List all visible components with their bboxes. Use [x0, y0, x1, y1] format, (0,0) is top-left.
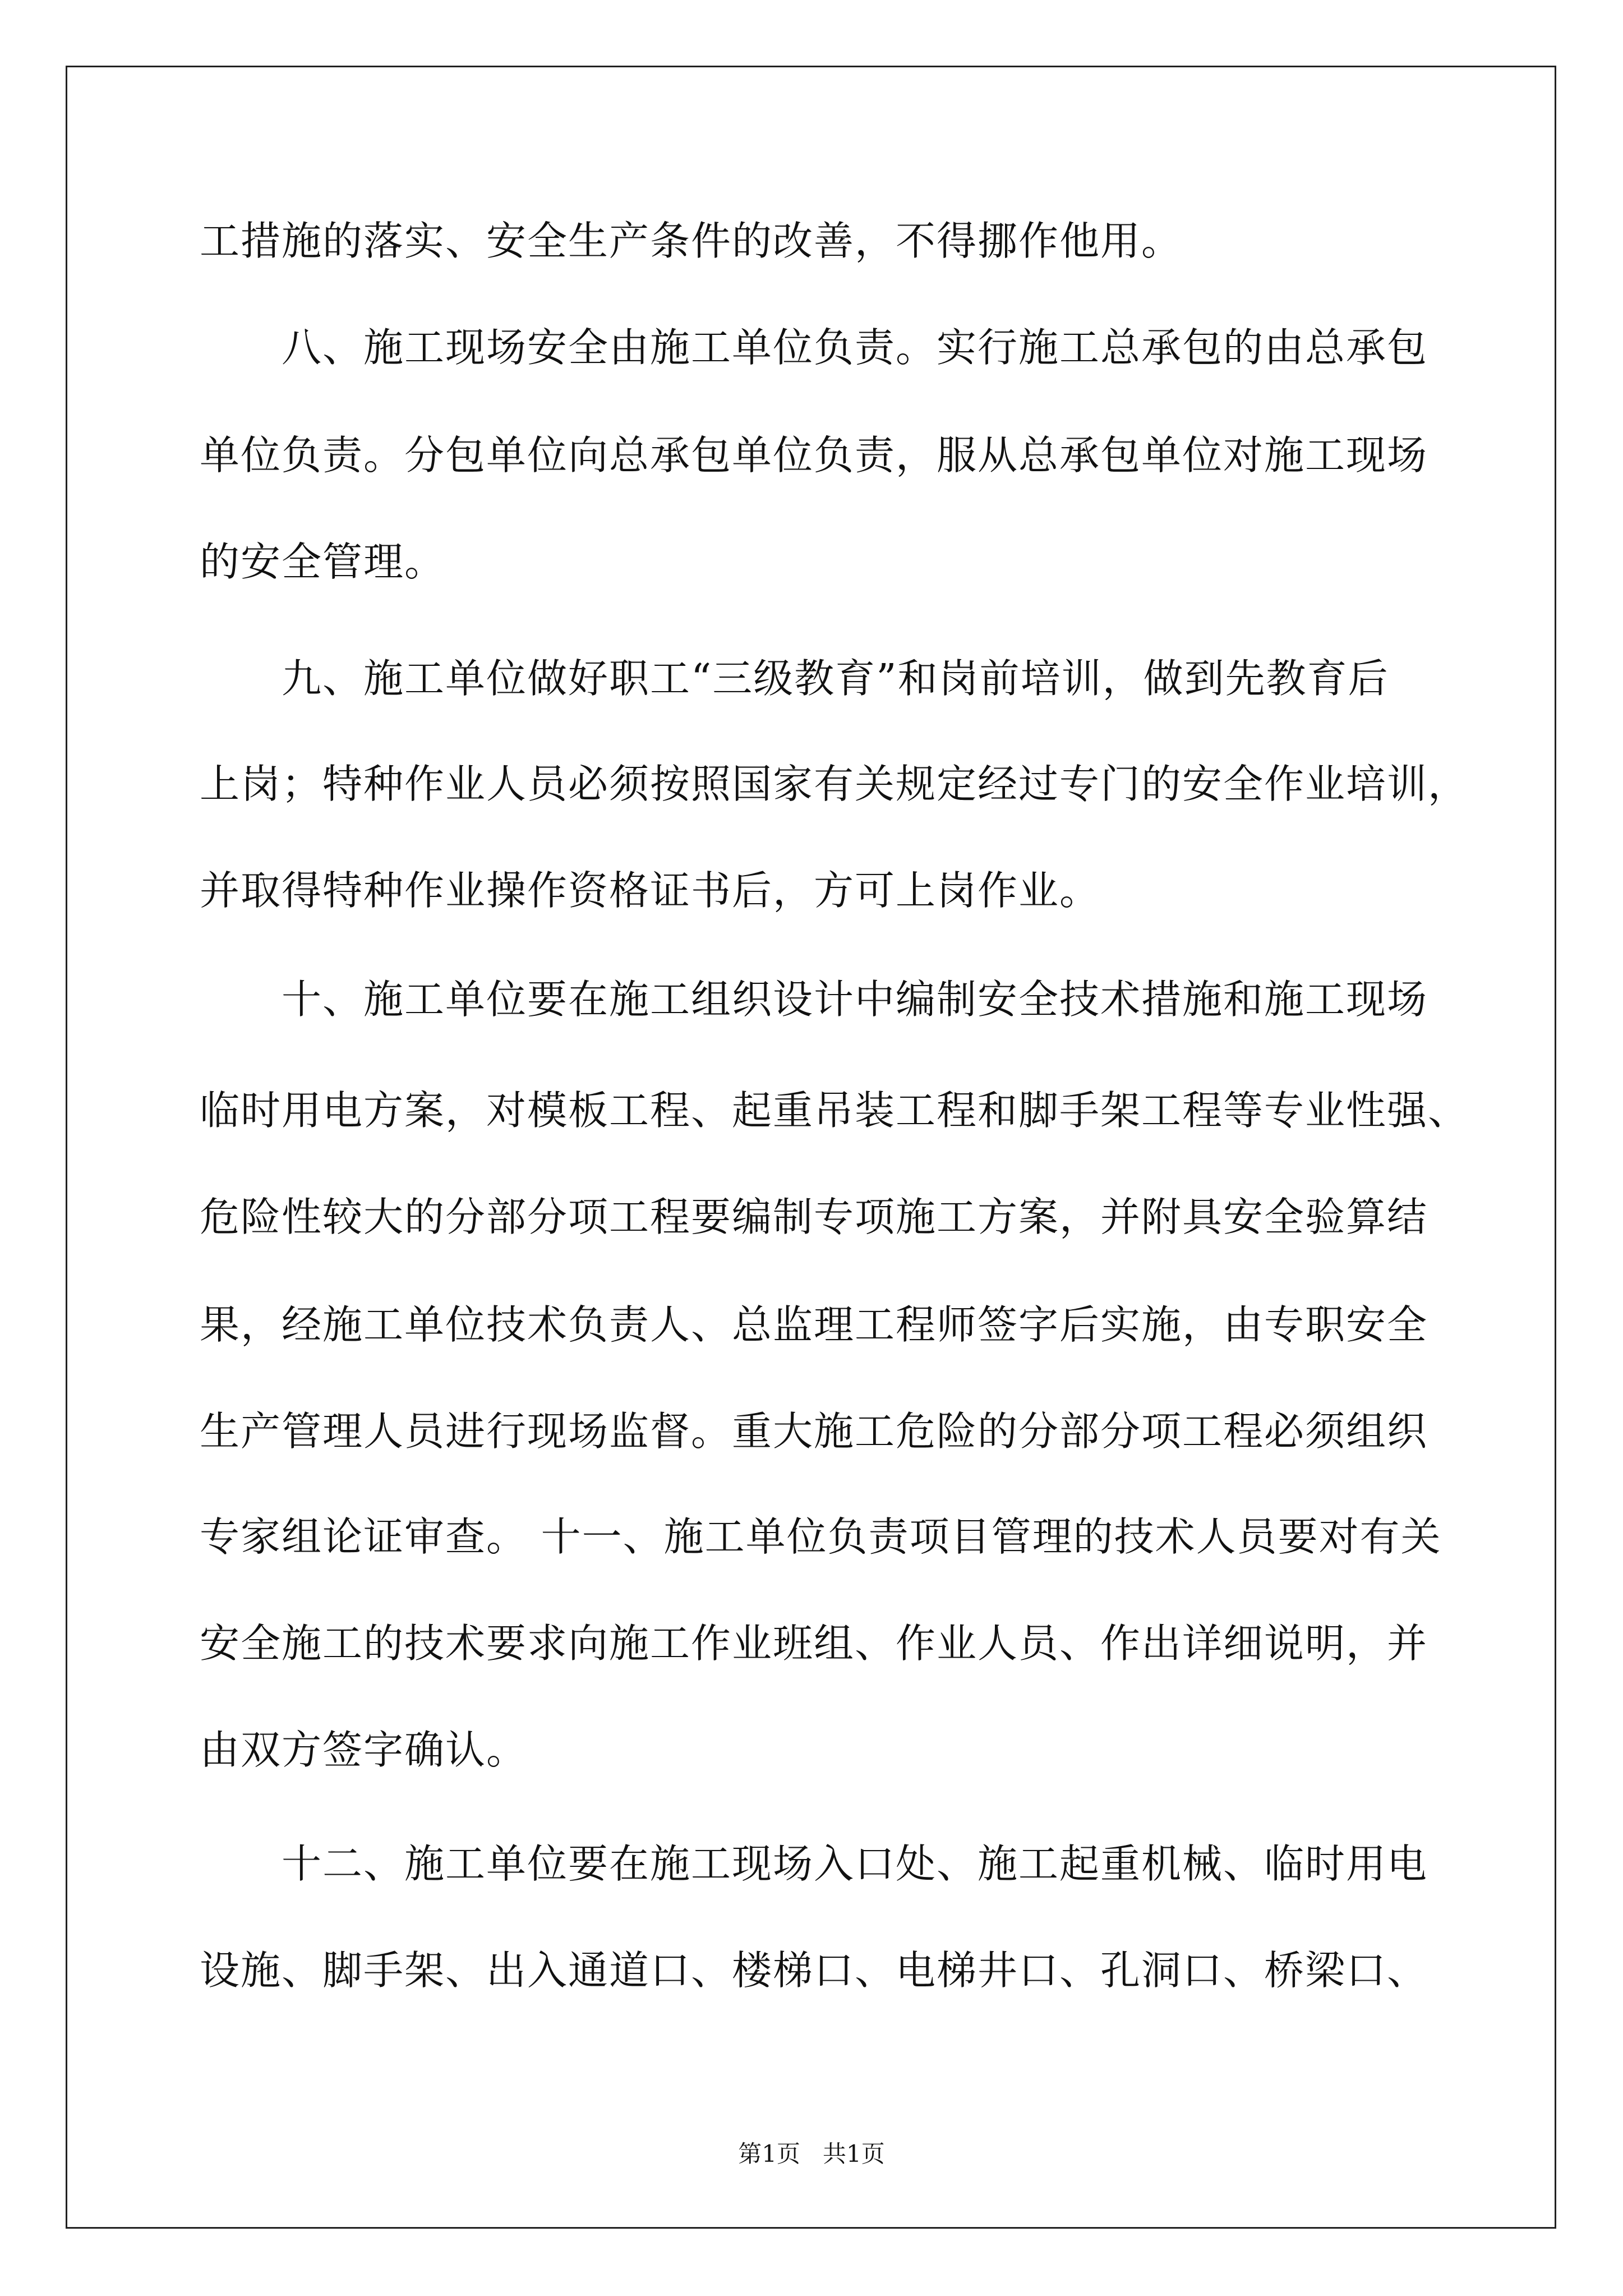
text-line: 十、施工单位要在施工组织设计中编制安全技术措施和施工现场 — [200, 976, 1428, 1023]
text-line: 生产管理人员进行现场监督。重大施工危险的分部分项工程必须组织 — [200, 1408, 1428, 1455]
text-line: 果，经施工单位技术负责人、总监理工程师签字后实施，由专职安全 — [200, 1301, 1428, 1348]
page-total: 共1页 — [823, 2140, 885, 2168]
text-line: 并取得特种作业操作资格证书后，方可上岗作业。 — [200, 867, 1101, 914]
text-line: 设施、脚手架、出入通道口、楼梯口、电梯井口、孔洞口、桥梁口、 — [200, 1947, 1428, 1994]
page-border — [66, 66, 1556, 2229]
text-line: 由双方签字确认。 — [200, 1727, 528, 1773]
text-line: 九、施工单位做好职工“三级教育”和岗前培训，做到先教育后 — [200, 655, 1389, 702]
page-footer — [0, 2140, 1623, 2168]
text-line: 上岗；特种作业人员必须按照国家有关规定经过专门的安全作业培训， — [200, 761, 1469, 807]
text-line: 专家组论证审查。 十一、施工单位负责项目管理的技术人员要对有关 — [200, 1513, 1442, 1560]
text-line: 安全施工的技术要求向施工作业班组、作业人员、作出详细说明，并 — [200, 1620, 1428, 1667]
text-line: 八、施工现场安全由施工单位负责。实行施工总承包的由总承包 — [200, 324, 1428, 371]
page-number: 第1页 — [738, 2140, 800, 2168]
text-line: 单位负责。分包单位向总承包单位负责，服从总承包单位对施工现场 — [200, 432, 1428, 478]
text-line: 十二、施工单位要在施工现场入口处、施工起重机械、临时用电 — [200, 1841, 1428, 1887]
text-line: 的安全管理。 — [200, 539, 446, 585]
text-line: 临时用电方案，对模板工程、起重吊装工程和脚手架工程等专业性强、 — [200, 1087, 1469, 1134]
text-line: 危险性较大的分部分项工程要编制专项施工方案，并附具安全验算结 — [200, 1194, 1428, 1240]
text-line: 工措施的落实、安全生产条件的改善，不得挪作他用。 — [200, 218, 1183, 264]
